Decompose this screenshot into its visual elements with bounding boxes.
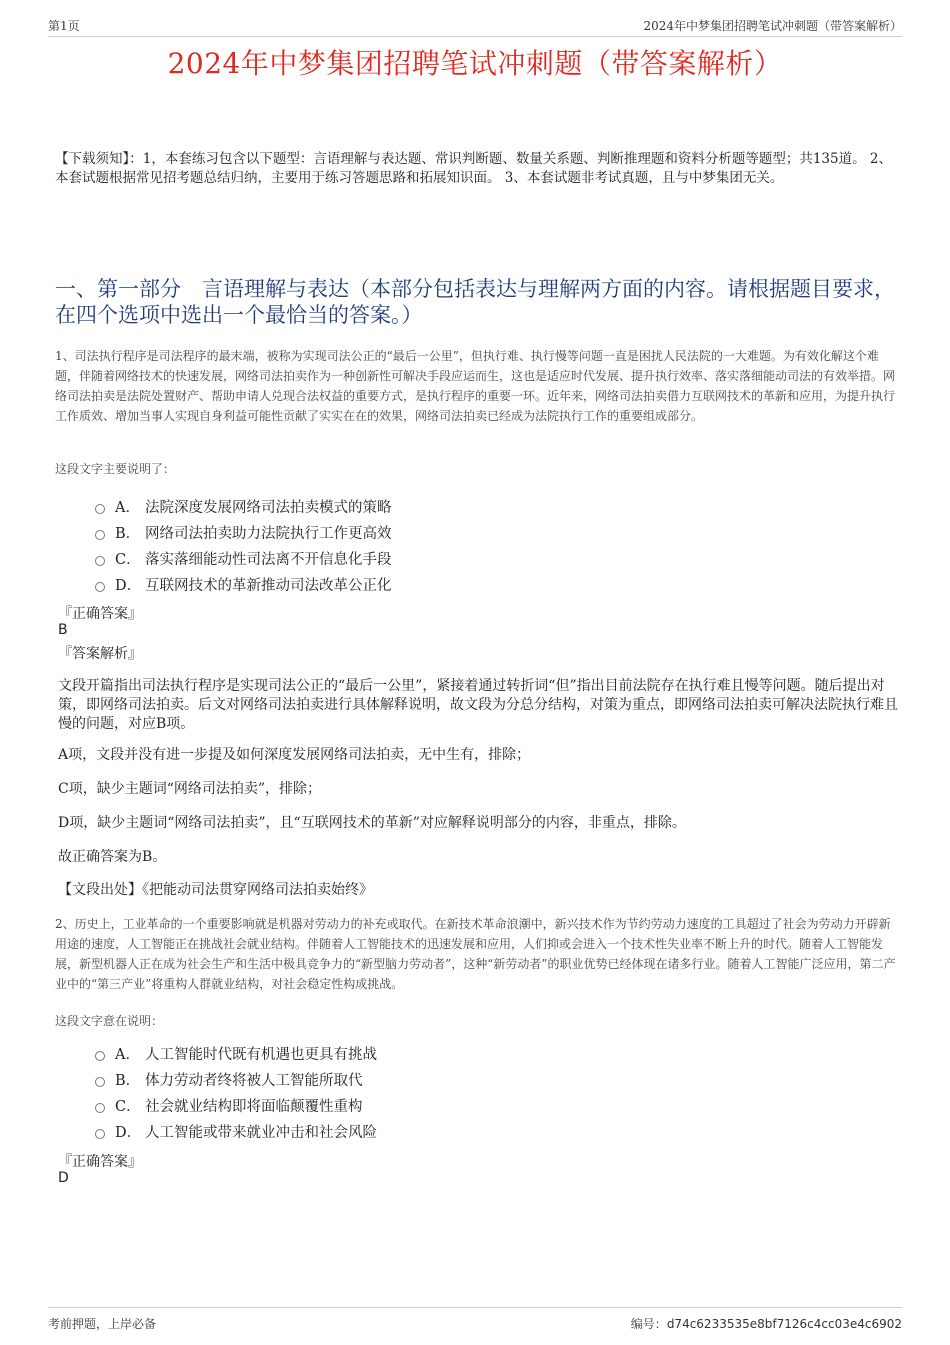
- correct-answer: D: [58, 1170, 69, 1186]
- page-number: 第1页: [48, 19, 80, 33]
- radio-icon[interactable]: [95, 1077, 105, 1087]
- option-letter: D．: [115, 577, 142, 594]
- option-c[interactable]: [95, 545, 495, 571]
- option-a[interactable]: [95, 1040, 495, 1066]
- radio-icon[interactable]: [95, 504, 105, 514]
- download-notice: 【下载须知】：1，本套练习包含以下题型：言语理解与表达题、常识判断题、数量关系题、判断推理题和资料分析题等题型；共135道。 2、本套试题根据常见招考题总结归纳，主要用于练习答题思路和拓展知识面。 3、本套试题非考试真题，且与中梦集团无关。: [55, 151, 892, 186]
- option-text: 法院深度发展网络司法拍卖模式的策略: [145, 499, 392, 516]
- option-b[interactable]: [95, 519, 495, 545]
- option-letter: D．: [115, 1124, 142, 1141]
- option-letter: B．: [115, 525, 141, 542]
- question-1-body: 1、司法执行程序是司法程序的最末端，被称为实现司法公正的“最后一公里”，但执行难、执行慢等问题一直是困扰人民法院的一大难题。为有效化解这个难题，伴随着网络技术的快速发展，网络司法拍卖作为一种创新性可解决手段应运而生，这也是适应时代发展、提升执行效率、落实落细能动司法的有效举措。网络司法拍卖是法院处置财产、帮助申请人兑现合法权益的重要方式，是执行程序的重要一环。近年来，网络司法拍卖借力互联网技术的革新和应用，为提升执行工作质效、增加当事人实现自身利益可能性贡献了实实在在的效果，网络司法拍卖已经成为法院执行工作的重要组成部分。: [55, 349, 896, 423]
- option-letter: A．: [115, 1046, 140, 1063]
- document-title: 2024年中梦集团招聘笔试冲刺题（带答案解析）: [167, 47, 783, 80]
- option-text: 体力劳动者终将被人工智能所取代: [145, 1072, 363, 1089]
- analysis-paragraph: D项，缺少主题词“网络司法拍卖”，且“互联网技术的革新”对应解释说明部分的内容，非重点，排除。: [58, 815, 686, 831]
- question-1-prompt: 这段文字主要说明了：: [55, 462, 176, 476]
- page-footer: [48, 1307, 902, 1332]
- option-text: 互联网技术的革新推动司法改革公正化: [145, 577, 392, 594]
- correct-answer-label: 『正确答案』: [58, 606, 142, 622]
- radio-icon[interactable]: [95, 1129, 105, 1139]
- question-1-options: [95, 493, 495, 597]
- radio-icon[interactable]: [95, 1051, 105, 1061]
- option-d[interactable]: [95, 1118, 495, 1144]
- section-heading: 一、第一部分 言语理解与表达（本部分包括表达与理解两方面的内容。请根据题目要求，在四个选项中选出一个最恰当的答案。）: [55, 277, 895, 327]
- source-citation: 【文段出处】《把能动司法贯穿网络司法拍卖始终》: [58, 882, 373, 898]
- option-d[interactable]: [95, 571, 495, 597]
- radio-icon[interactable]: [95, 556, 105, 566]
- option-c[interactable]: [95, 1092, 495, 1118]
- footer-code-label: 编号：: [630, 1317, 667, 1331]
- option-text: 人工智能或带来就业冲击和社会风险: [145, 1124, 377, 1141]
- correct-answer: B: [58, 622, 68, 638]
- correct-answer-label: 『正确答案』: [58, 1154, 142, 1170]
- option-text: 人工智能时代既有机遇也更具有挑战: [145, 1046, 377, 1063]
- analysis-paragraph: A项，文段并没有进一步提及如何深度发展网络司法拍卖，无中生有，排除；: [58, 747, 531, 763]
- analysis-label: 『答案解析』: [58, 646, 142, 662]
- option-letter: B．: [115, 1072, 141, 1089]
- analysis-paragraph: 文段开篇指出司法执行程序是实现司法公正的“最后一公里”，紧接着通过转折词“但”指出目前法院存在执行难且慢等问题。随后提出对策，即网络司法拍卖。后文对网络司法拍卖进行具体解释说明，故文段为分总分结构，对策为重点，即网络司法拍卖可解决法院执行难且慢的问题，对应B项。: [58, 678, 898, 732]
- option-b[interactable]: [95, 1066, 495, 1092]
- option-letter: A．: [115, 499, 140, 516]
- analysis-paragraph: C项，缺少主题词“网络司法拍卖”，排除；: [58, 781, 322, 797]
- radio-icon[interactable]: [95, 582, 105, 592]
- option-letter: C．: [115, 1098, 141, 1115]
- option-text: 落实落细能动性司法离不开信息化手段: [145, 551, 392, 568]
- footer-code-value: d74c6233535e8bf7126c4cc03e4c6902: [666, 1317, 902, 1331]
- option-letter: C．: [115, 551, 141, 568]
- footer-slogan: 考前押题，上岸必备: [48, 1317, 157, 1331]
- analysis-conclusion: 故正确答案为B。: [58, 849, 167, 865]
- option-a[interactable]: [95, 493, 495, 519]
- question-2-options: [95, 1040, 495, 1144]
- radio-icon[interactable]: [95, 1103, 105, 1113]
- radio-icon[interactable]: [95, 530, 105, 540]
- question-2-body: 2、历史上，工业革命的一个重要影响就是机器对劳动力的补充或取代。在新技术革命浪潮中，新兴技术作为节约劳动力速度的工具超过了社会为劳动力开辟新用途的速度，人工智能正在挑战社会就业结构。伴随着人工智能技术的迅速发展和应用，人们抑或会进入一个技术性失业率不断上升的时代。随着人工智能发展，新型机器人正在成为社会生产和生活中极具竞争力的“新型脑力劳动者”，这种“新劳动者”的职业优势已经体现在诸多行业。随着人工智能广泛应用，第二产业中的“第三产业”将重构人群就业结构，对社会稳定性构成挑战。: [55, 917, 896, 991]
- question-2-prompt: 这段文字意在说明：: [55, 1014, 164, 1028]
- option-text: 网络司法拍卖助力法院执行工作更高效: [145, 525, 392, 542]
- page-header: [48, 14, 902, 37]
- footer-code: [631, 1315, 902, 1332]
- option-text: 社会就业结构即将面临颠覆性重构: [145, 1098, 363, 1115]
- header-doc-title: 2024年中梦集团招聘笔试冲刺题（带答案解析）: [643, 19, 902, 33]
